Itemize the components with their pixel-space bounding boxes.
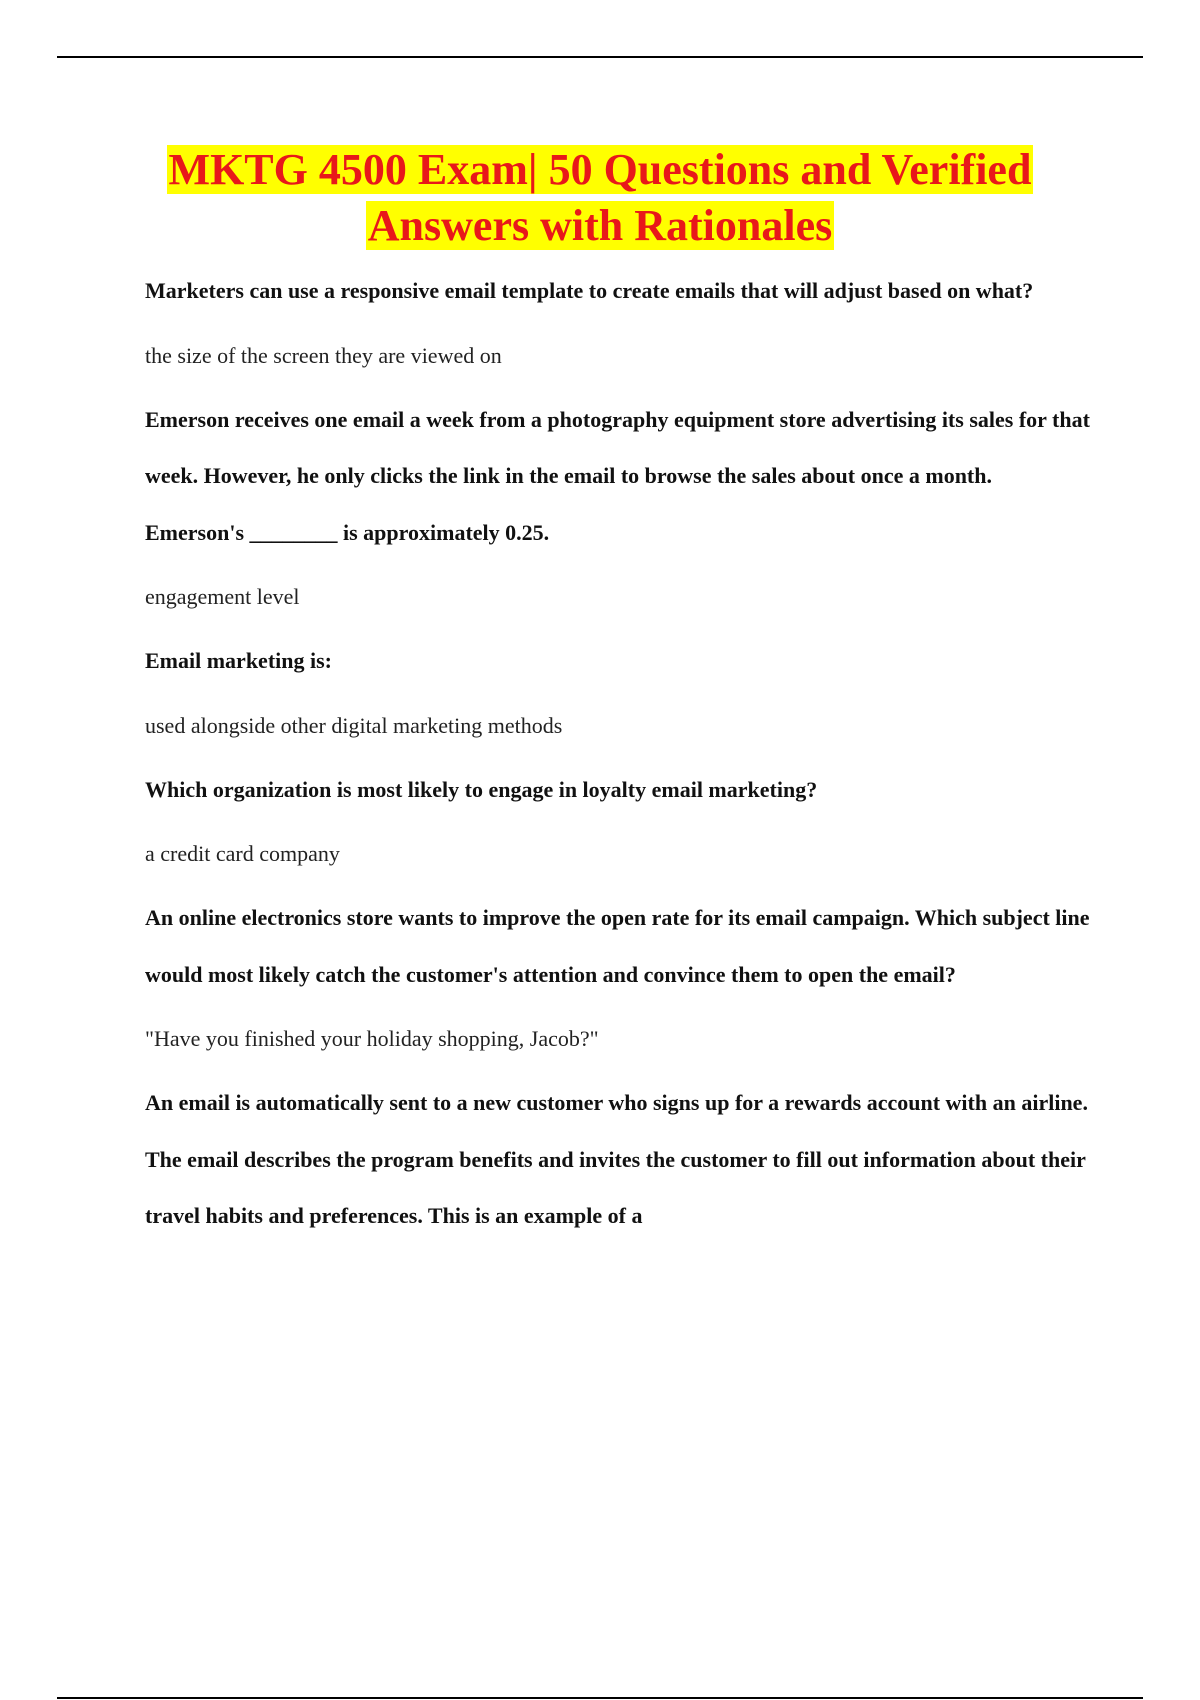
question-text: An email is automatically sent to a new customer who signs up for a rewards account with an airline. The email describes the program benefits and invites the customer to fill out information about their travel habits and preferences. This is an example of a bbox=[145, 1090, 1088, 1228]
question-text: Marketers can use a responsive email template to create emails that will adjust based on what? bbox=[145, 278, 1034, 303]
question-text: Which organization is most likely to engage in loyalty email marketing? bbox=[145, 776, 818, 802]
question-text: Email marketing is: bbox=[145, 648, 332, 673]
answer-text: engagement level bbox=[145, 584, 300, 609]
answer-text: a credit card company bbox=[145, 841, 340, 866]
answer-text: used alongside other digital marketing methods bbox=[145, 712, 563, 738]
top-divider bbox=[57, 56, 1143, 58]
bottom-divider bbox=[57, 1697, 1143, 1699]
title-line-1: MKTG 4500 Exam| 50 Questions and Verified bbox=[168, 145, 1032, 194]
page-title bbox=[100, 142, 1100, 254]
question-text: An online electronics store wants to improve the open rate for its email campaign. Which subject line would most likely catch the customer's attention and convince them to open the email? bbox=[145, 905, 1090, 987]
answer-text: the size of the screen they are viewed on bbox=[145, 342, 502, 368]
question-text: Emerson receives one email a week from a photography equipment store advertising its sales for that week. However, he only clicks the link in the email to browse the sales about once a month. Emerson's ________ is approximately 0.25. bbox=[145, 406, 1090, 545]
qa-list bbox=[145, 263, 1095, 1245]
title-line-2: Answers with Rationales bbox=[367, 201, 833, 250]
answer-text: "Have you finished your holiday shopping, Jacob?" bbox=[145, 1026, 599, 1051]
